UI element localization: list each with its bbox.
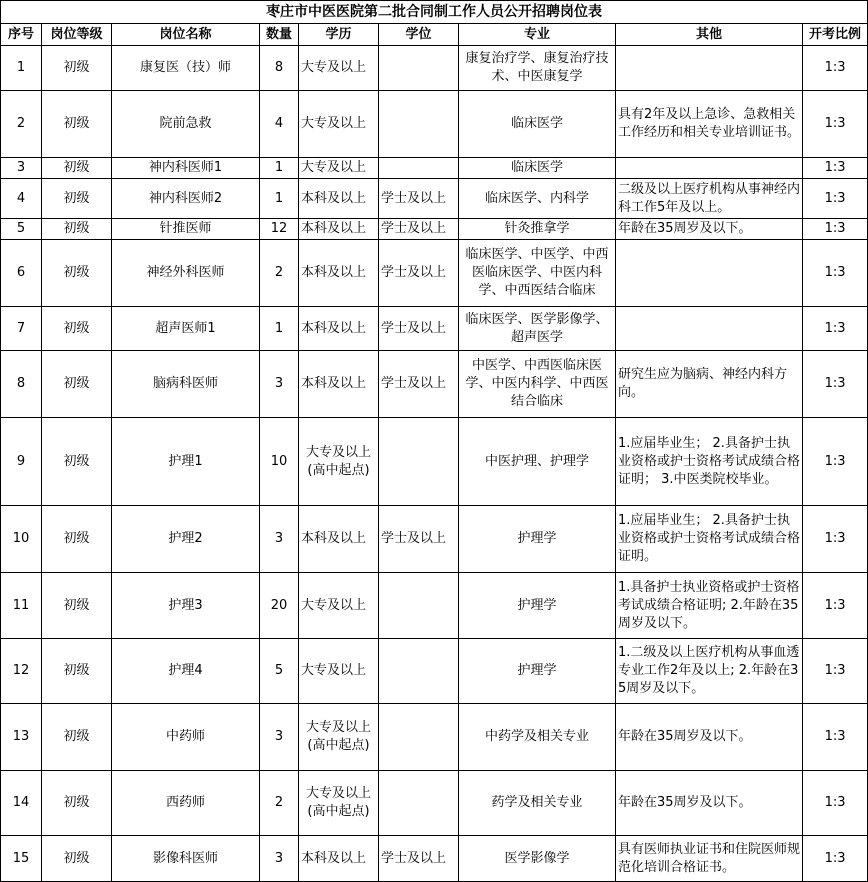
cell-degree <box>379 158 459 179</box>
cell-major: 药学及相关专业 <box>459 771 616 836</box>
cell-major: 临床医学 <box>459 91 616 158</box>
cell-count: 1 <box>260 307 299 351</box>
cell-no: 7 <box>1 307 42 351</box>
cell-name: 神内科医师2 <box>112 179 260 219</box>
cell-count: 1 <box>260 179 299 219</box>
table-row <box>1 506 868 573</box>
cell-major: 护理学 <box>459 573 616 639</box>
table-row <box>1 836 868 882</box>
cell-other <box>616 240 803 307</box>
cell-degree: 学士及以上 <box>379 351 459 418</box>
table-row <box>1 307 868 351</box>
cell-level: 初级 <box>42 704 112 771</box>
cell-count: 3 <box>260 351 299 418</box>
cell-major: 中医学、中西医临床医学、中医内科学、中西医结合临床 <box>459 351 616 418</box>
table-row <box>1 573 868 639</box>
cell-name: 西药师 <box>112 771 260 836</box>
cell-ratio: 1:3 <box>803 91 868 158</box>
cell-major: 护理学 <box>459 639 616 704</box>
cell-no: 12 <box>1 639 42 704</box>
cell-name: 脑病科医师 <box>112 351 260 418</box>
cell-count: 5 <box>260 639 299 704</box>
cell-ratio: 1:3 <box>803 219 868 240</box>
cell-ratio: 1:3 <box>803 771 868 836</box>
table-row <box>1 351 868 418</box>
cell-degree <box>379 91 459 158</box>
cell-degree <box>379 418 459 506</box>
cell-no: 15 <box>1 836 42 882</box>
cell-major: 中医护理、护理学 <box>459 418 616 506</box>
cell-level: 初级 <box>42 506 112 573</box>
header-cell-degree: 学位 <box>379 24 459 46</box>
table-row <box>1 418 868 506</box>
cell-count: 3 <box>260 704 299 771</box>
cell-name: 护理4 <box>112 639 260 704</box>
cell-education: 大专及以上(高中起点) <box>299 418 379 506</box>
cell-name: 院前急救 <box>112 91 260 158</box>
cell-no: 13 <box>1 704 42 771</box>
cell-level: 初级 <box>42 836 112 882</box>
cell-no: 10 <box>1 506 42 573</box>
cell-major: 临床医学 <box>459 158 616 179</box>
cell-name: 护理3 <box>112 573 260 639</box>
cell-major: 临床医学、中医学、中西医临床医学、中医内科学、中西医结合临床 <box>459 240 616 307</box>
cell-count: 3 <box>260 506 299 573</box>
cell-degree: 学士及以上 <box>379 219 459 240</box>
cell-major: 临床医学、内科学 <box>459 179 616 219</box>
cell-education: 大专及以上 <box>299 639 379 704</box>
cell-education: 本科及以上 <box>299 179 379 219</box>
cell-no: 5 <box>1 219 42 240</box>
cell-degree: 学士及以上 <box>379 307 459 351</box>
table-row <box>1 219 868 240</box>
cell-ratio: 1:3 <box>803 704 868 771</box>
cell-name: 中药师 <box>112 704 260 771</box>
cell-other <box>616 46 803 91</box>
cell-other: 具有2年及以上急诊、急救相关工作经历和相关专业培训证书。 <box>616 91 803 158</box>
header-cell-major: 专业 <box>459 24 616 46</box>
cell-education: 本科及以上 <box>299 506 379 573</box>
cell-major: 中药学及相关专业 <box>459 704 616 771</box>
cell-education: 本科及以上 <box>299 307 379 351</box>
cell-name: 神经外科医师 <box>112 240 260 307</box>
cell-no: 11 <box>1 573 42 639</box>
cell-ratio: 1:3 <box>803 418 868 506</box>
table-row <box>1 240 868 307</box>
cell-level: 初级 <box>42 573 112 639</box>
cell-education: 大专及以上 <box>299 573 379 639</box>
cell-no: 9 <box>1 418 42 506</box>
cell-education: 大专及以上(高中起点) <box>299 704 379 771</box>
cell-count: 20 <box>260 573 299 639</box>
cell-level: 初级 <box>42 219 112 240</box>
cell-ratio: 1:3 <box>803 639 868 704</box>
table-title: 枣庄市中医医院第二批合同制工作人员公开招聘岗位表 <box>1 1 868 24</box>
cell-other: 1.二级及以上医疗机构从事血透专业工作2年及以上; 2.年龄在35周岁及以下。 <box>616 639 803 704</box>
cell-level: 初级 <box>42 351 112 418</box>
cell-level: 初级 <box>42 307 112 351</box>
cell-no: 4 <box>1 179 42 219</box>
cell-other: 1.应届毕业生； 2.具备护士执业资格或护士资格考试成绩合格证明； 3.中医类院校毕业。 <box>616 418 803 506</box>
cell-ratio: 1:3 <box>803 240 868 307</box>
cell-ratio: 1:3 <box>803 158 868 179</box>
cell-major: 康复治疗学、康复治疗技术、中医康复学 <box>459 46 616 91</box>
cell-major: 医学影像学 <box>459 836 616 882</box>
header-cell-other: 其他 <box>616 24 803 46</box>
cell-degree: 学士及以上 <box>379 240 459 307</box>
cell-degree: 学士及以上 <box>379 506 459 573</box>
table-row <box>1 46 868 91</box>
cell-ratio: 1:3 <box>803 179 868 219</box>
title-row <box>1 1 868 24</box>
cell-count: 2 <box>260 771 299 836</box>
cell-major: 针灸推拿学 <box>459 219 616 240</box>
cell-no: 14 <box>1 771 42 836</box>
table-row <box>1 158 868 179</box>
header-cell-level: 岗位等级 <box>42 24 112 46</box>
header-cell-no: 序号 <box>1 24 42 46</box>
cell-name: 康复医（技）师 <box>112 46 260 91</box>
cell-count: 4 <box>260 91 299 158</box>
cell-education: 大专及以上(高中起点) <box>299 771 379 836</box>
cell-count: 1 <box>260 158 299 179</box>
cell-no: 1 <box>1 46 42 91</box>
cell-ratio: 1:3 <box>803 351 868 418</box>
cell-other: 二级及以上医疗机构从事神经内科工作5年及以上。 <box>616 179 803 219</box>
cell-level: 初级 <box>42 418 112 506</box>
cell-level: 初级 <box>42 639 112 704</box>
cell-major: 护理学 <box>459 506 616 573</box>
cell-education: 本科及以上 <box>299 219 379 240</box>
cell-name: 超声医师1 <box>112 307 260 351</box>
cell-other <box>616 307 803 351</box>
header-cell-name: 岗位名称 <box>112 24 260 46</box>
cell-major: 临床医学、医学影像学、超声医学 <box>459 307 616 351</box>
cell-degree: 学士及以上 <box>379 179 459 219</box>
cell-level: 初级 <box>42 240 112 307</box>
cell-degree <box>379 573 459 639</box>
cell-education: 本科及以上 <box>299 351 379 418</box>
cell-degree <box>379 639 459 704</box>
cell-other: 年龄在35周岁及以下。 <box>616 704 803 771</box>
cell-other: 研究生应为脑病、神经内科方向。 <box>616 351 803 418</box>
cell-other: 1.应届毕业生； 2.具备护士执业资格或护士资格考试成绩合格证明。 <box>616 506 803 573</box>
cell-education: 大专及以上 <box>299 46 379 91</box>
cell-ratio: 1:3 <box>803 307 868 351</box>
cell-count: 2 <box>260 240 299 307</box>
table-row <box>1 639 868 704</box>
cell-no: 3 <box>1 158 42 179</box>
cell-no: 2 <box>1 91 42 158</box>
cell-degree <box>379 704 459 771</box>
cell-name: 影像科医师 <box>112 836 260 882</box>
cell-other: 1.具备护士执业资格或护士资格考试成绩合格证明; 2.年龄在35周岁及以下。 <box>616 573 803 639</box>
cell-name: 护理2 <box>112 506 260 573</box>
cell-other: 具有医师执业证书和住院医师规范化培训合格证书。 <box>616 836 803 882</box>
cell-other: 年龄在35周岁及以下。 <box>616 219 803 240</box>
cell-degree: 学士及以上 <box>379 836 459 882</box>
cell-education: 大专及以上 <box>299 91 379 158</box>
table-row <box>1 179 868 219</box>
cell-degree <box>379 46 459 91</box>
header-cell-ratio: 开考比例 <box>803 24 868 46</box>
cell-count: 8 <box>260 46 299 91</box>
cell-name: 神内科医师1 <box>112 158 260 179</box>
cell-name: 护理1 <box>112 418 260 506</box>
header-cell-count: 数量 <box>260 24 299 46</box>
table-row <box>1 771 868 836</box>
cell-other <box>616 158 803 179</box>
cell-education: 大专及以上 <box>299 158 379 179</box>
cell-no: 6 <box>1 240 42 307</box>
table-row <box>1 704 868 771</box>
cell-level: 初级 <box>42 771 112 836</box>
cell-ratio: 1:3 <box>803 573 868 639</box>
cell-level: 初级 <box>42 46 112 91</box>
table-row <box>1 91 868 158</box>
cell-no: 8 <box>1 351 42 418</box>
cell-ratio: 1:3 <box>803 506 868 573</box>
cell-level: 初级 <box>42 179 112 219</box>
cell-other: 年龄在35周岁及以下。 <box>616 771 803 836</box>
header-row <box>1 24 868 46</box>
cell-count: 10 <box>260 418 299 506</box>
cell-name: 针推医师 <box>112 219 260 240</box>
cell-level: 初级 <box>42 158 112 179</box>
cell-count: 12 <box>260 219 299 240</box>
cell-education: 本科及以上 <box>299 240 379 307</box>
cell-ratio: 1:3 <box>803 836 868 882</box>
cell-education: 本科及以上 <box>299 836 379 882</box>
cell-level: 初级 <box>42 91 112 158</box>
cell-count: 3 <box>260 836 299 882</box>
header-cell-education: 学历 <box>299 24 379 46</box>
cell-ratio: 1:3 <box>803 46 868 91</box>
cell-degree <box>379 771 459 836</box>
